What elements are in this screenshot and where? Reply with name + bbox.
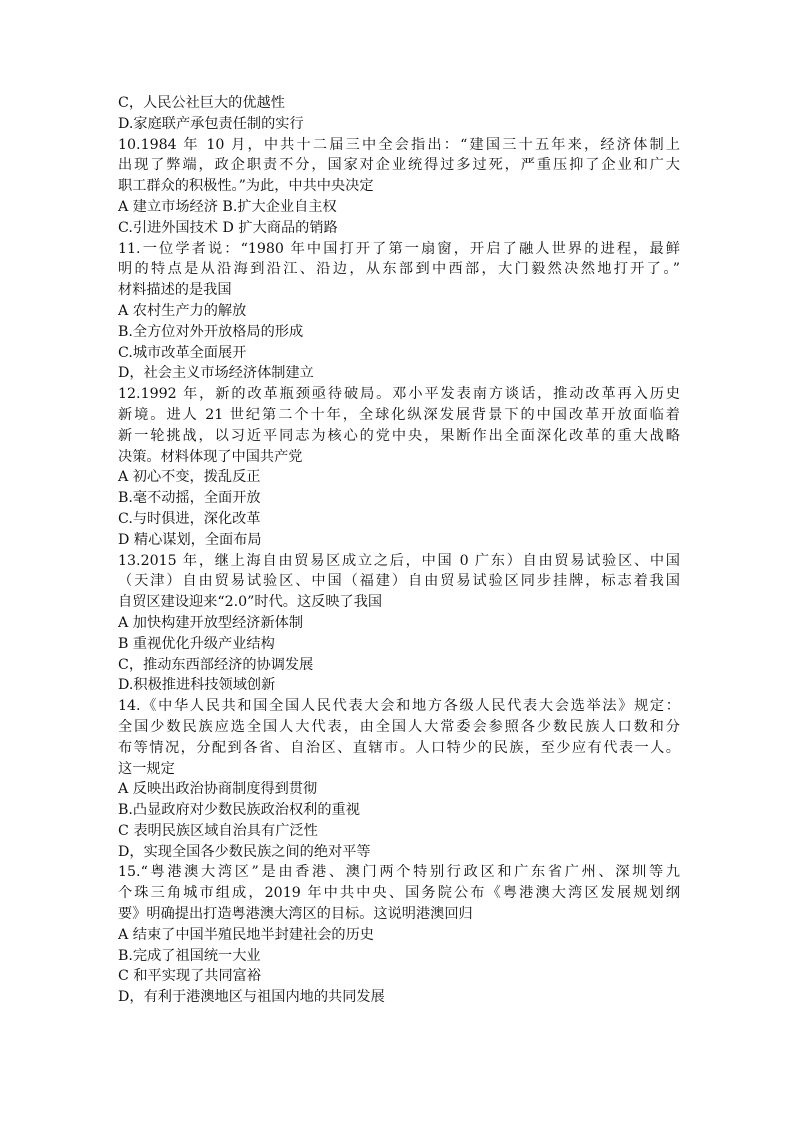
option-line: B.完成了祖国统一大业 [118,947,261,964]
option-line: C.与时俱进，深化改革 [118,510,261,527]
option-line: D.积极推进科技领域创新 [118,677,276,694]
question-11-stem: 11.一位学者说：“1980 年中国打开了第一扇窗，开启了融人世界的进程，最鲜 [118,240,680,257]
option-line: B.凸显政府对少数民族政治权利的重视 [118,802,360,819]
option-line: A 初心不变，拨乱反正 [118,469,261,486]
option-line: A 反映出政治协商制度得到贯彻 [118,781,318,798]
question-10-stem: 职工群众的积极性。”为此，中共中央决定 [118,178,374,195]
option-line: C.城市改革全面展开 [118,344,247,361]
question-14-stem: 全国少数民族应选全国人大代表，由全国人大常委会参照各少数民族人口数和分 [118,718,680,735]
option-line: D.家庭联产承包责任制的实行 [118,115,304,132]
option-line: D，有利于港澳地区与祖国内地的共同发展 [118,989,385,1006]
option-line: A 建立市场经济 B.扩大企业自主权 [118,198,337,215]
option-line: B.毫不动摇，全面开放 [118,490,261,507]
option-line: C 和平实现了共同富裕 [118,968,262,985]
question-14-stem: 14.《中华人民共和国全国人民代表大会和地方各级人民代表大会选举法》规定： [118,698,680,715]
question-11-stem: 明的特点是从沿海到沿江、沿边，从东部到中西部，大门毅然决然地打开了。” [118,261,680,278]
question-10-stem: 出现了弊端，政企职责不分，国家对企业统得过多过死，严重压抑了企业和广大 [118,157,680,174]
question-14-stem: 布等情况，分配到各省、自治区、直辖市。人口特少的民族，至少应有代表一人。 [118,739,680,756]
question-10-stem: 10.1984 年 10 月，中共十二届三中全会指出：“建国三十五年来，经济体制上 [118,136,680,153]
option-line: B 重视优化升级产业结构 [118,635,275,652]
option-line: C 表明民族区域自治具有广泛性 [118,822,318,839]
question-12-stem: 决策。材料体现了中国共产党 [118,448,303,465]
question-13-stem: 自贸区建设迎来“2.0”时代。这反映了我国 [118,594,383,611]
question-15-stem: 要》明确提出打造粤港澳大湾区的目标。这说明港澳回归 [118,906,473,923]
option-line: B.全方位对外开放格局的形成 [118,323,304,340]
question-15-stem: 15.“粤港澳大湾区”是由香港、澳门两个特别行政区和广东省广州、深圳等九 [118,864,680,881]
question-14-stem: 这一规定 [118,760,175,777]
option-line: C，推动东西部经济的协调发展 [118,656,314,673]
question-11-stem: 材料描述的是我国 [118,282,232,299]
option-line: C，人民公社巨大的优越性 [118,95,285,111]
option-line: A 加快构建开放型经济新体制 [118,614,304,631]
question-13-stem: （天津）自由贸易试验区、中国（福建）自由贸易试验区同步挂牌，标志着我国 [118,573,680,590]
option-line: D，社会主义市场经济体制建立 [118,365,314,382]
option-line: C.引进外国技术 D 扩大商品的销路 [118,219,338,236]
option-line: A 结束了中国半殖民地半封建社会的历史 [118,926,374,943]
option-line: D，实现全国各少数民族之间的绝对平等 [118,843,371,860]
option-line: A 农村生产力的解放 [118,302,247,319]
question-13-stem: 13.2015 年，继上海自由贸易区成立之后，中国 0 广东）自由贸易试验区、中国 [118,552,680,569]
option-line: D 精心谋划，全面布局 [118,531,262,548]
question-12-stem: 新一轮挑战，以习近平同志为核心的党中央，果断作出全面深化改革的重大战略 [118,427,680,444]
question-12-stem: 新境。进人 21 世纪第二个十年，全球化纵深发展背景下的中国改革开放面临着 [118,406,680,423]
question-text-block [118,93,680,1008]
question-15-stem: 个珠三角城市组成，2019 年中共中央、国务院公布《粤港澳大湾区发展规划纲 [118,885,680,902]
question-12-stem: 12.1992 年，新的改革瓶颈亟待破局。邓小平发表南方谈话，推动改革再入历史 [118,386,680,403]
